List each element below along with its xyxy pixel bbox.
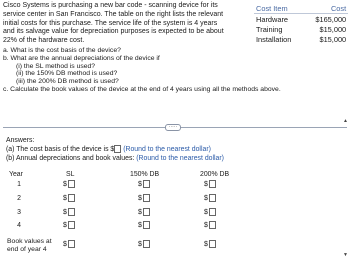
cost-item-value: $165,000 <box>315 14 347 24</box>
db200-year1-input[interactable] <box>209 180 216 188</box>
problem-statement: Cisco Systems is purchasing a new bar code - scanning device for its service center in San Francisco. The table on the right lists the relevant initial costs for this purchase. The service life of the system is 4 years and its salvage value for depreciation purposes is expected to be about 22% of the hardware cost. <box>3 2 224 45</box>
sl-year4-input[interactable] <box>68 221 75 229</box>
cost-basis-input[interactable] <box>114 145 121 153</box>
db150-cell <box>138 208 150 216</box>
currency-symbol: $ <box>138 208 142 216</box>
db150-year3-input[interactable] <box>143 208 150 216</box>
book-values-label: Book values at end of year 4 <box>7 238 52 253</box>
db150-year1-input[interactable] <box>143 180 150 188</box>
col-150db-header: 150% DB <box>130 171 160 178</box>
answer-a-text: (a) The cost basis of the device is $ <box>6 146 115 153</box>
year-label: 4 <box>17 222 21 229</box>
answers-section <box>6 136 224 163</box>
header-cost: Cost <box>313 3 348 14</box>
answer-a-hint: (Round to the nearest dollar) <box>123 146 211 153</box>
currency-symbol: $ <box>63 208 67 216</box>
year-label: 1 <box>17 181 21 188</box>
currency-symbol: $ <box>138 194 142 202</box>
db200-year3-input[interactable] <box>209 208 216 216</box>
question-b3: (iii) the 200% DB method is used? <box>16 78 119 86</box>
db200-cell <box>204 240 216 248</box>
currency-symbol: $ <box>204 194 208 202</box>
db150-book-value-input[interactable] <box>143 240 150 248</box>
sl-year2-input[interactable] <box>68 194 75 202</box>
cost-item-value: $15,000 <box>319 24 347 34</box>
questions <box>3 47 281 94</box>
currency-symbol: $ <box>138 221 142 229</box>
expand-button[interactable]: ····· <box>165 124 181 131</box>
question-a: a. What is the cost basis of the device? <box>3 47 121 54</box>
sl-cell <box>63 208 75 216</box>
table-row <box>254 34 348 44</box>
currency-symbol: $ <box>63 221 67 229</box>
currency-symbol: $ <box>138 240 142 248</box>
db200-cell <box>204 194 216 202</box>
answers-heading: Answers: <box>6 137 35 144</box>
scroll-up-arrow-icon[interactable]: ▲ <box>343 118 348 124</box>
currency-symbol: $ <box>204 240 208 248</box>
answer-b-text: (b) Annual depreciations and book values: <box>6 155 135 162</box>
db150-year2-input[interactable] <box>143 194 150 202</box>
sl-cell <box>63 240 75 248</box>
answer-b-line <box>6 154 224 163</box>
db200-year2-input[interactable] <box>209 194 216 202</box>
sl-year1-input[interactable] <box>68 180 75 188</box>
col-sl-header: SL <box>66 171 75 178</box>
db150-year4-input[interactable] <box>143 221 150 229</box>
db200-year4-input[interactable] <box>209 221 216 229</box>
sl-year3-input[interactable] <box>68 208 75 216</box>
question-c: c. Calculate the book values of the device at the end of 4 years using all the methods above. <box>3 85 281 93</box>
db150-cell <box>138 180 150 188</box>
sl-book-value-input[interactable] <box>68 240 75 248</box>
table-row <box>254 14 348 25</box>
col-year-header: Year <box>9 171 23 178</box>
currency-symbol: $ <box>204 180 208 188</box>
currency-symbol: $ <box>138 180 142 188</box>
db200-cell <box>204 208 216 216</box>
answer-b-hint: (Round to the nearest dollar) <box>136 155 224 162</box>
cost-item-label: Installation <box>256 34 292 44</box>
cost-item-value: $15,000 <box>319 34 347 44</box>
scroll-down-arrow-icon[interactable]: ▼ <box>343 252 348 258</box>
db150-cell <box>138 240 150 248</box>
table-row <box>254 24 348 34</box>
currency-symbol: $ <box>204 221 208 229</box>
question-b2: (ii) the 150% DB method is used? <box>16 70 118 78</box>
currency-symbol: $ <box>63 180 67 188</box>
year-label: 3 <box>17 209 21 216</box>
cost-item-label: Training <box>256 24 283 34</box>
cost-items-table <box>254 3 348 44</box>
db150-cell <box>138 221 150 229</box>
currency-symbol: $ <box>63 194 67 202</box>
db150-cell <box>138 194 150 202</box>
question-b1: (i) the SL method is used? <box>16 62 96 70</box>
header-cost-item: Cost Item <box>254 3 313 14</box>
col-200db-header: 200% DB <box>200 171 230 178</box>
db200-cell <box>204 180 216 188</box>
year-label: 2 <box>17 195 21 202</box>
sl-cell <box>63 180 75 188</box>
sl-cell <box>63 221 75 229</box>
question-b: b. What are the annual depreciations of the device if <box>3 54 160 62</box>
db200-cell <box>204 221 216 229</box>
currency-symbol: $ <box>204 208 208 216</box>
sl-cell <box>63 194 75 202</box>
answer-a-line <box>6 145 224 154</box>
currency-symbol: $ <box>63 240 67 248</box>
cost-item-label: Hardware <box>256 14 289 24</box>
db200-book-value-input[interactable] <box>209 240 216 248</box>
